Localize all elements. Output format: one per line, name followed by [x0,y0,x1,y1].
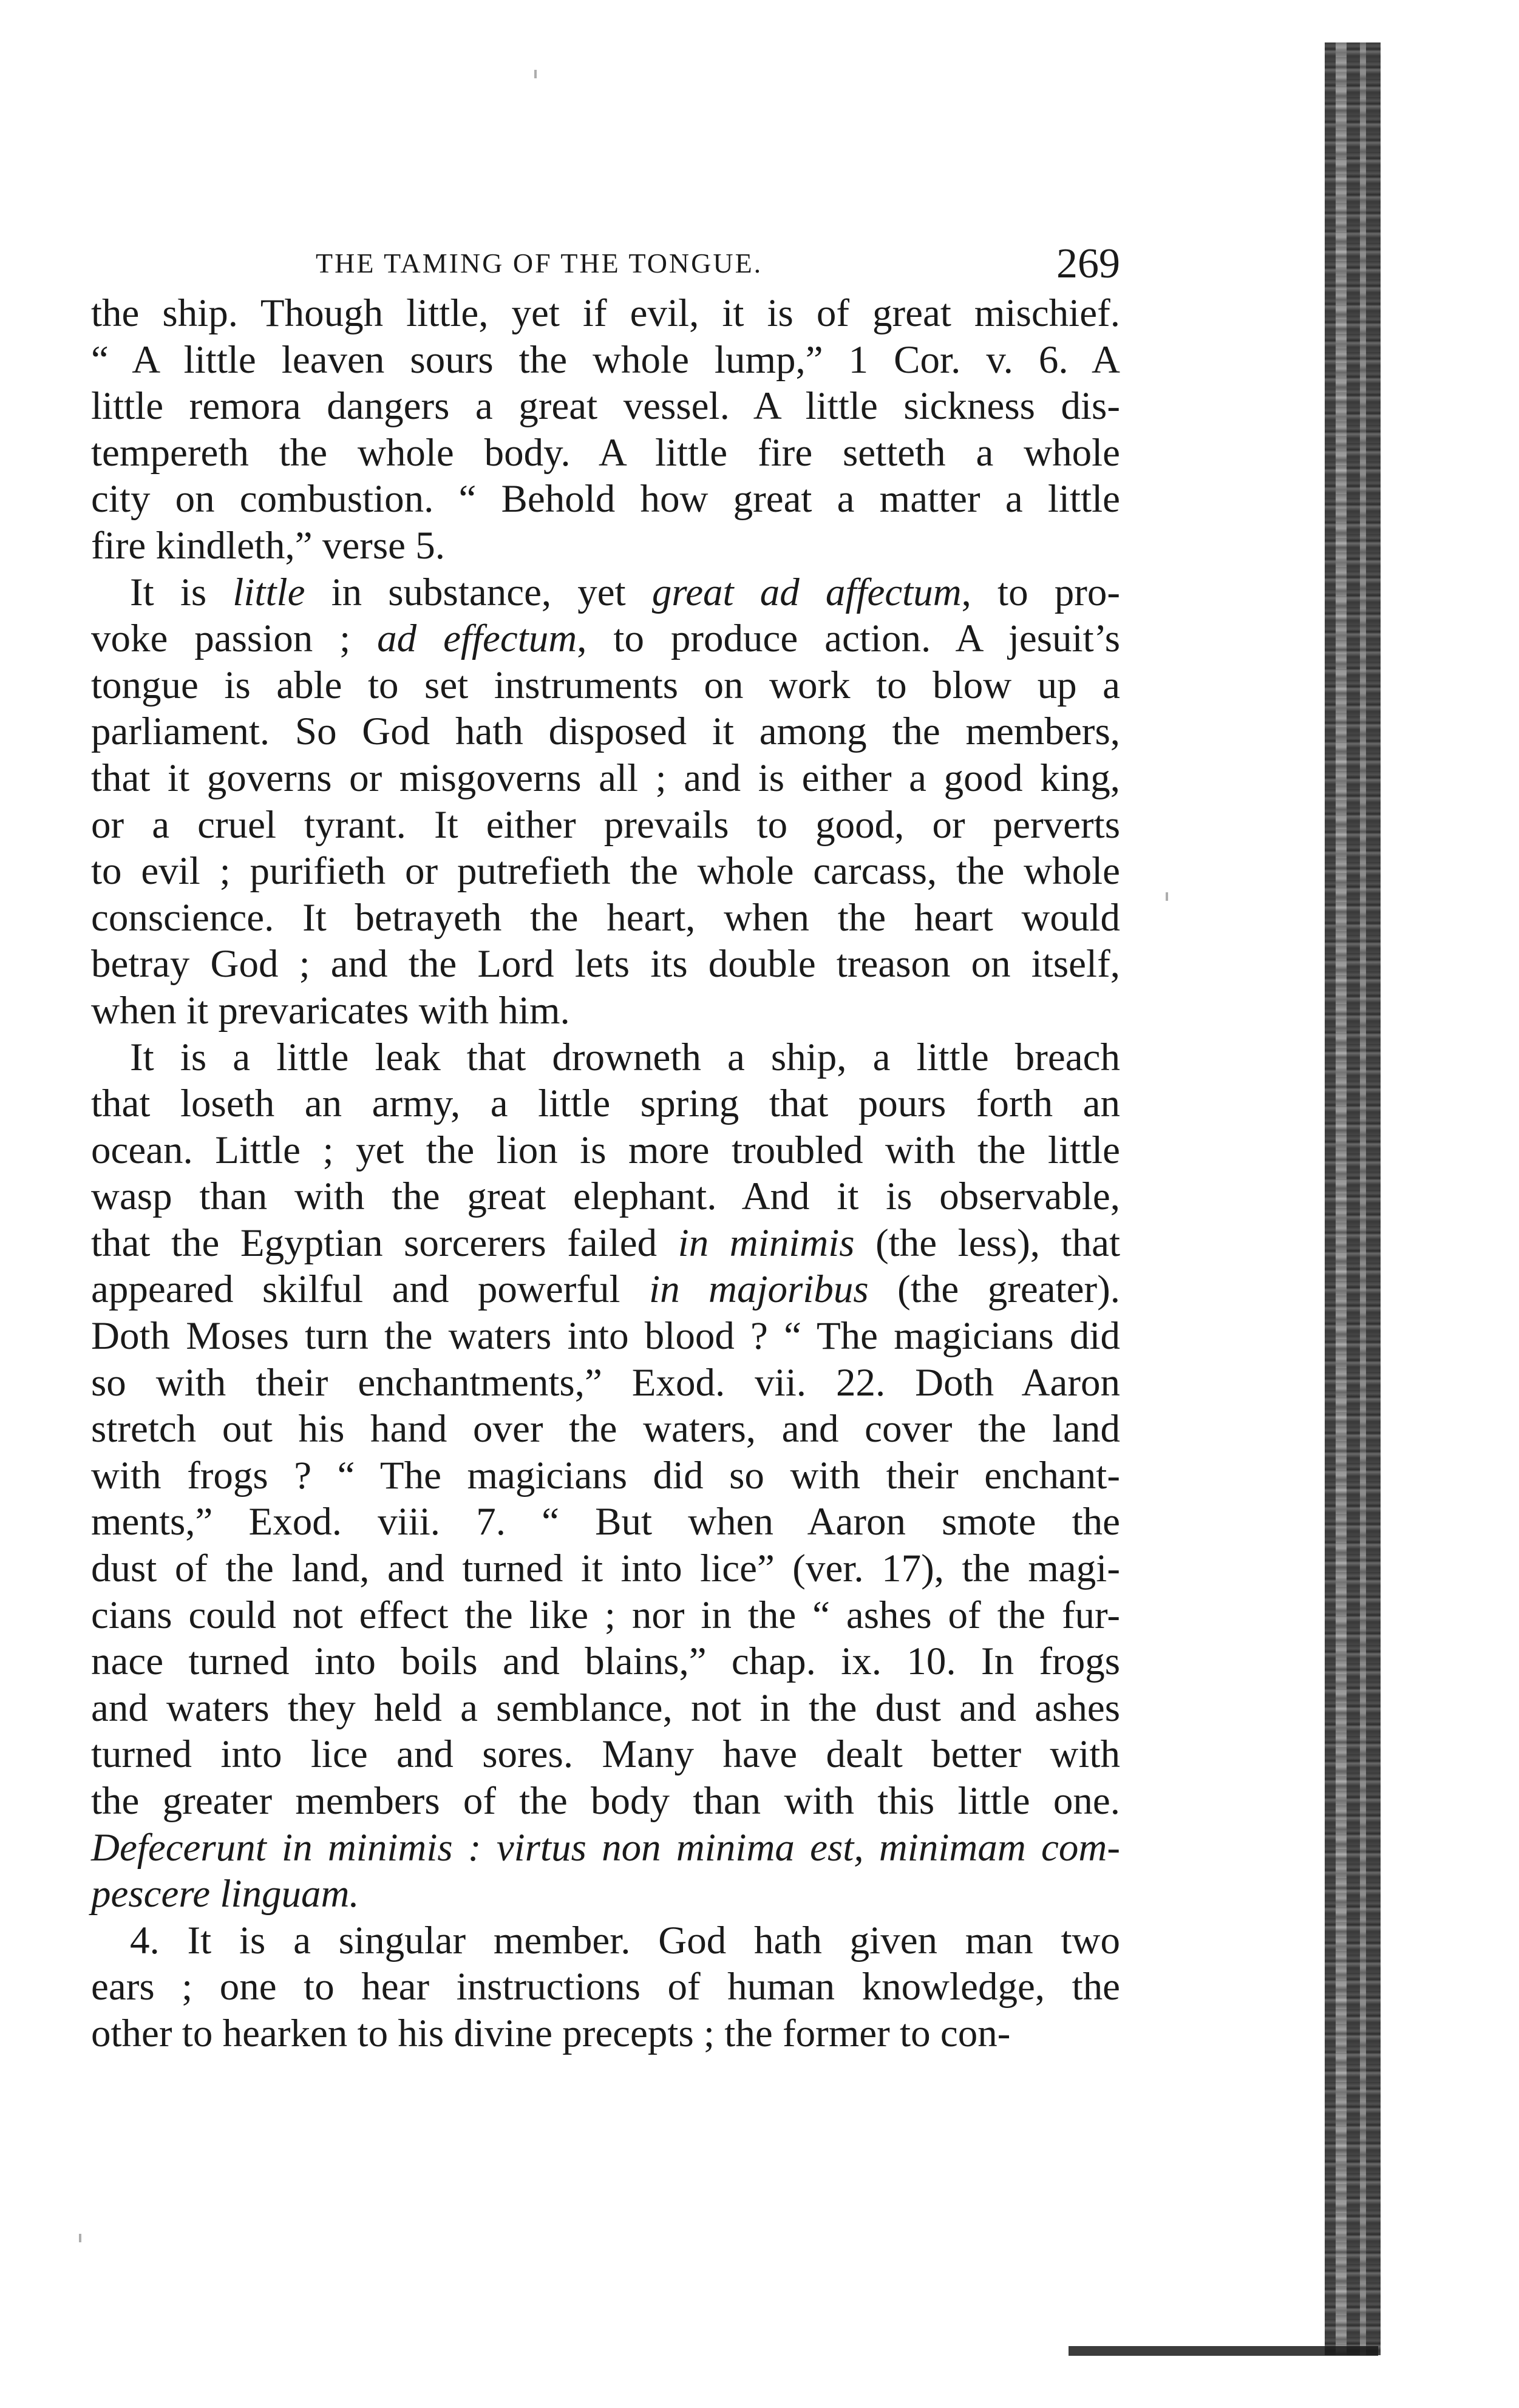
text-line: or a cruel tyrant. It either prevails to good, or perverts [91,802,1120,847]
scan-speck [534,70,537,78]
italic-run: pescere linguam. [91,1872,359,1916]
text-line: Doth Moses turn the waters into blood ? “ The magicians did [91,1314,1120,1358]
text-line: with frogs ? “ The magicians did so with their enchant- [91,1453,1120,1497]
text-run: appeared skilful and powerful [91,1267,650,1312]
text-line: other to hearken to his divine precepts ; the former to con- [91,2011,1011,2055]
text-line [91,569,1120,616]
text-line [91,1220,1120,1267]
scan-speck [79,2234,81,2242]
binding-shadow [1325,42,1381,2355]
italic-run: in minimis [678,1221,855,1265]
text-run: that the Egyptian sorcerers failed [91,1221,678,1265]
italic-run: ad effectum [377,617,577,661]
text-line: 4. It is a singular member. God hath given man two [130,1918,1120,1962]
text-line: fire kindleth,” verse 5. [91,523,445,568]
text-run: (the greater). [868,1267,1121,1312]
text-run: , to pro- [961,570,1120,614]
page-number: 269 [1056,240,1120,287]
text-line: when it prevaricates with him. [91,988,570,1033]
italic-run: little [233,570,305,614]
italic-run: Defecerunt in minimis : virtus non minima est, minimam com- [91,1825,1120,1870]
text-line: and waters they held a semblance, not in the dust and ashes [91,1686,1120,1730]
text-line: ments,” Exod. viii. 7. “ But when Aaron smote the [91,1500,1120,1544]
text-line: nace turned into boils and blains,” chap. ix. 10. In frogs [91,1640,1120,1684]
text-run: in substance, yet [305,570,652,614]
text-run: (the less), that [854,1221,1121,1265]
text-line: the ship. Though little, yet if evil, it is of great mischief. [91,291,1120,335]
text-line [91,616,1120,662]
text-line [91,1825,1120,1871]
scan-speck [1166,892,1168,901]
text-line: that loseth an army, a little spring that pours forth an [91,1082,1120,1126]
text-line: little remora dangers a great vessel. A little sickness dis- [91,384,1120,429]
text-line [91,1266,1120,1313]
text-line: turned into lice and sores. Many have dealt better with [91,1732,1120,1777]
running-head [91,240,1120,288]
text-line: betray God ; and the Lord lets its double treason on itself, [91,942,1120,986]
text-line: “ A little leaven sours the whole lump,” 1 Cor. v. 6. A [91,337,1120,382]
text-line: city on combustion. “ Behold how great a matter a little [91,477,1120,521]
text-line: ears ; one to hear instructions of human knowledge, the [91,1965,1120,2009]
binding-edge-rule [1069,2346,1378,2356]
italic-run: in majoribus [649,1267,869,1312]
italic-run: great ad affectum [651,570,962,614]
text-run: voke passion ; [91,617,378,661]
body-text [91,290,1120,2057]
text-run: , to produce action. A jesuit’s [577,617,1120,661]
text-line [91,1871,1120,1918]
text-line: tempereth the whole body. A little fire setteth a whole [91,430,1120,475]
text-line: tongue is able to set instruments on work to blow up a [91,663,1120,707]
text-line: parliament. So God hath disposed it among the members, [91,710,1120,754]
text-line: so with their enchantments,” Exod. vii. 22. Doth Aaron [91,1360,1120,1405]
text-run: It is [130,570,233,614]
text-line: cians could not effect the like ; nor in the “ ashes of the fur- [91,1593,1120,1637]
text-line: the greater members of the body than with this little one. [91,1779,1120,1823]
text-line: stretch out his hand over the waters, and cover the land [91,1407,1120,1451]
text-line: that it governs or misgoverns all ; and is either a good king, [91,756,1120,800]
text-line: conscience. It betrayeth the heart, when the heart would [91,895,1120,940]
text-line: ocean. Little ; yet the lion is more troubled with the little [91,1128,1120,1172]
running-head-title: THE TAMING OF THE TONGUE. [316,248,763,279]
text-line: It is a little leak that drowneth a ship, a little breach [130,1035,1120,1079]
text-line: to evil ; purifieth or putrefieth the whole carcass, the whole [91,849,1120,894]
text-line: wasp than with the great elephant. And it is observable, [91,1175,1120,1219]
text-line: dust of the land, and turned it into lice” (ver. 17), the magi- [91,1547,1120,1591]
